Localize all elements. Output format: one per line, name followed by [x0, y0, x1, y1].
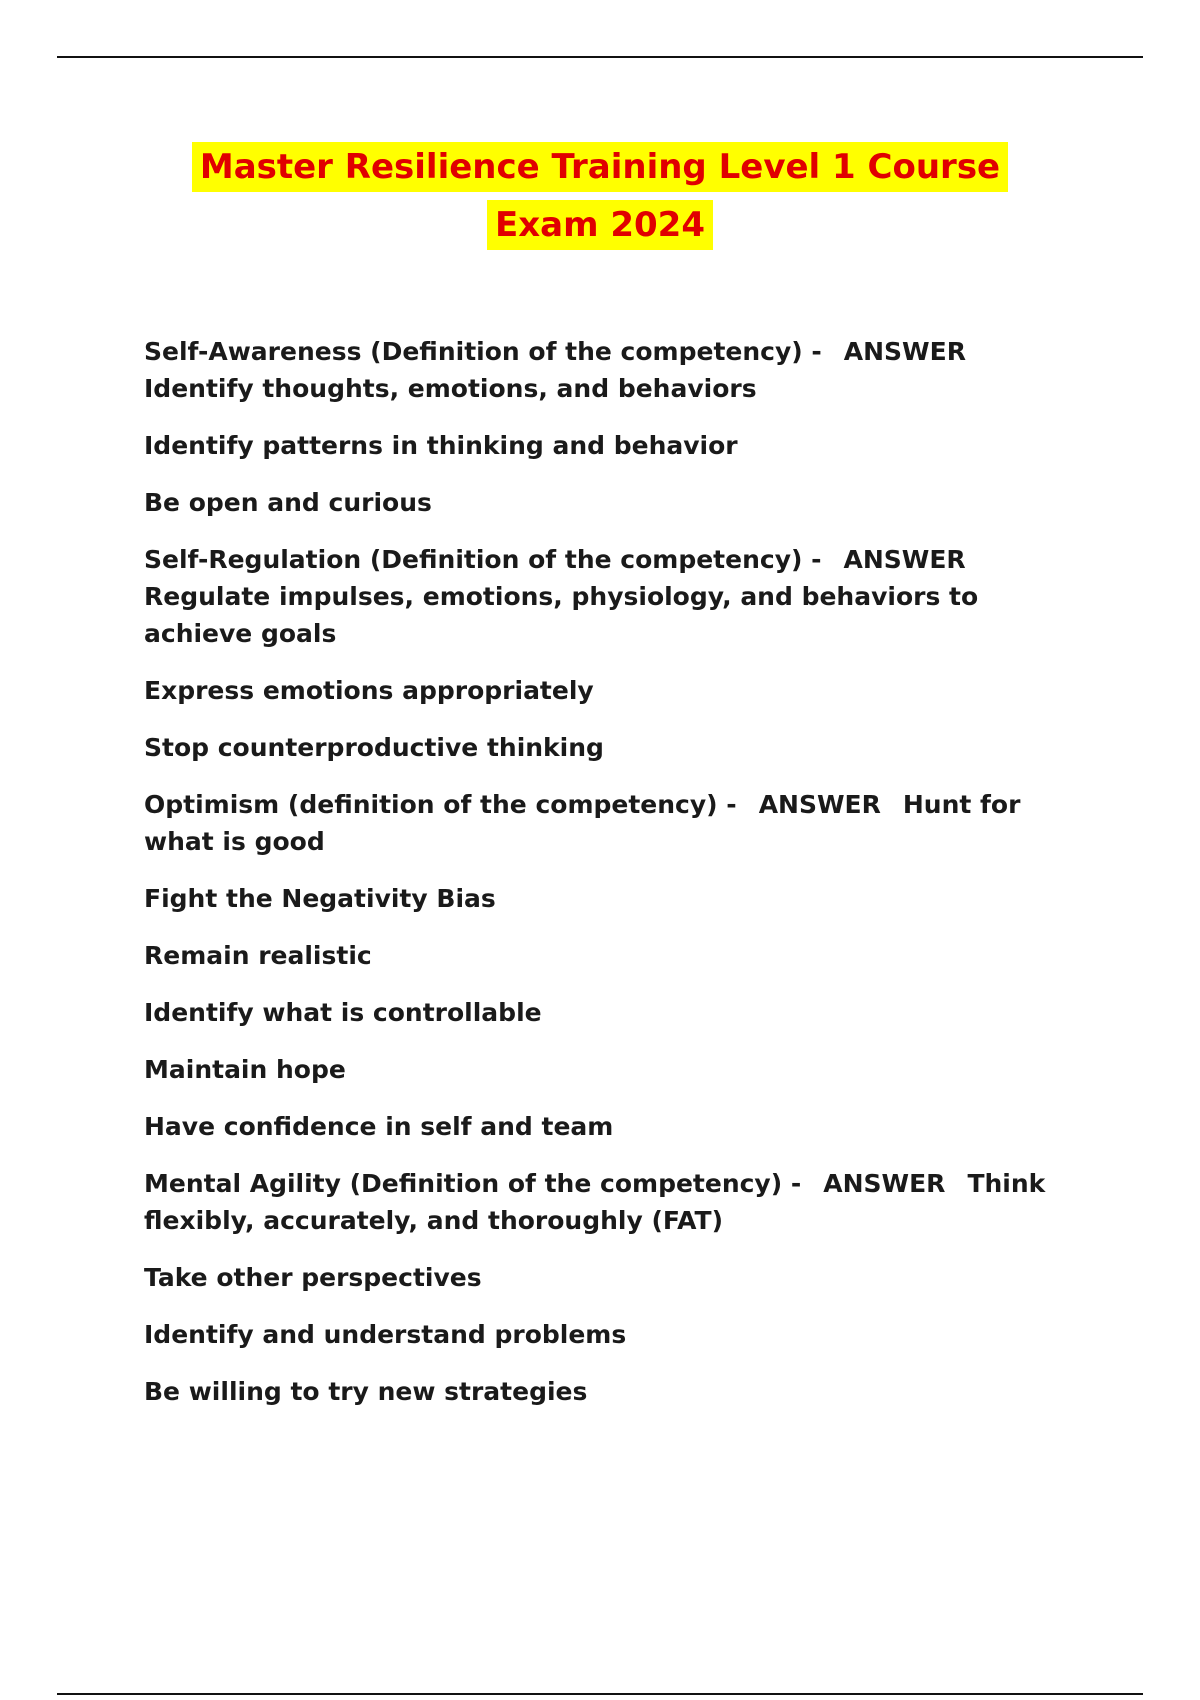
- list-item: Be willing to try new strategies: [144, 1377, 588, 1406]
- list-item: Have confidence in self and team: [144, 1112, 614, 1141]
- list-item: Take other perspectives: [144, 1263, 482, 1292]
- list-item: Identify patterns in thinking and behavior: [144, 431, 738, 460]
- list-item: Express emotions appropriately: [144, 676, 594, 705]
- title-line-1: Master Resilience Training Level 1 Course: [192, 142, 1008, 192]
- answer-label: ANSWER: [843, 337, 966, 366]
- list-item: Stop counterproductive thinking: [144, 733, 604, 762]
- answer-text: Hunt for what is good: [144, 790, 1021, 856]
- question-text: Self-Awareness (Definition of the competency) -: [144, 337, 822, 366]
- list-item: Remain realistic: [144, 941, 372, 970]
- question-text: Self-Regulation (Definition of the competency) -: [144, 545, 822, 574]
- list-item: Identify what is controllable: [144, 998, 542, 1027]
- qa-entry-mental-agility: [144, 1165, 1084, 1239]
- answer-text: Think flexibly, accurately, and thoroughly (FAT): [144, 1169, 1046, 1235]
- question-text: Mental Agility (Definition of the competency) -: [144, 1169, 802, 1198]
- document-title: [0, 142, 1200, 258]
- qa-entry-optimism: [144, 786, 1084, 860]
- bottom-divider: [57, 1693, 1143, 1695]
- answer-text: Regulate impulses, emotions, physiology, and behaviors to achieve goals: [144, 582, 979, 648]
- answer-text: Identify thoughts, emotions, and behaviors: [144, 374, 757, 403]
- qa-entry-self-awareness: [144, 333, 1084, 407]
- list-item: Identify and understand problems: [144, 1320, 627, 1349]
- document-body: [144, 333, 1084, 1430]
- answer-label: ANSWER: [843, 545, 966, 574]
- answer-label: ANSWER: [823, 1169, 946, 1198]
- answer-label: ANSWER: [758, 790, 881, 819]
- list-item: Be open and curious: [144, 488, 432, 517]
- list-item: Fight the Negativity Bias: [144, 884, 496, 913]
- top-divider: [57, 56, 1143, 58]
- question-text: Optimism (definition of the competency) -: [144, 790, 737, 819]
- list-item: Maintain hope: [144, 1055, 346, 1084]
- title-line-2: Exam 2024: [487, 200, 713, 250]
- qa-entry-self-regulation: [144, 541, 1084, 652]
